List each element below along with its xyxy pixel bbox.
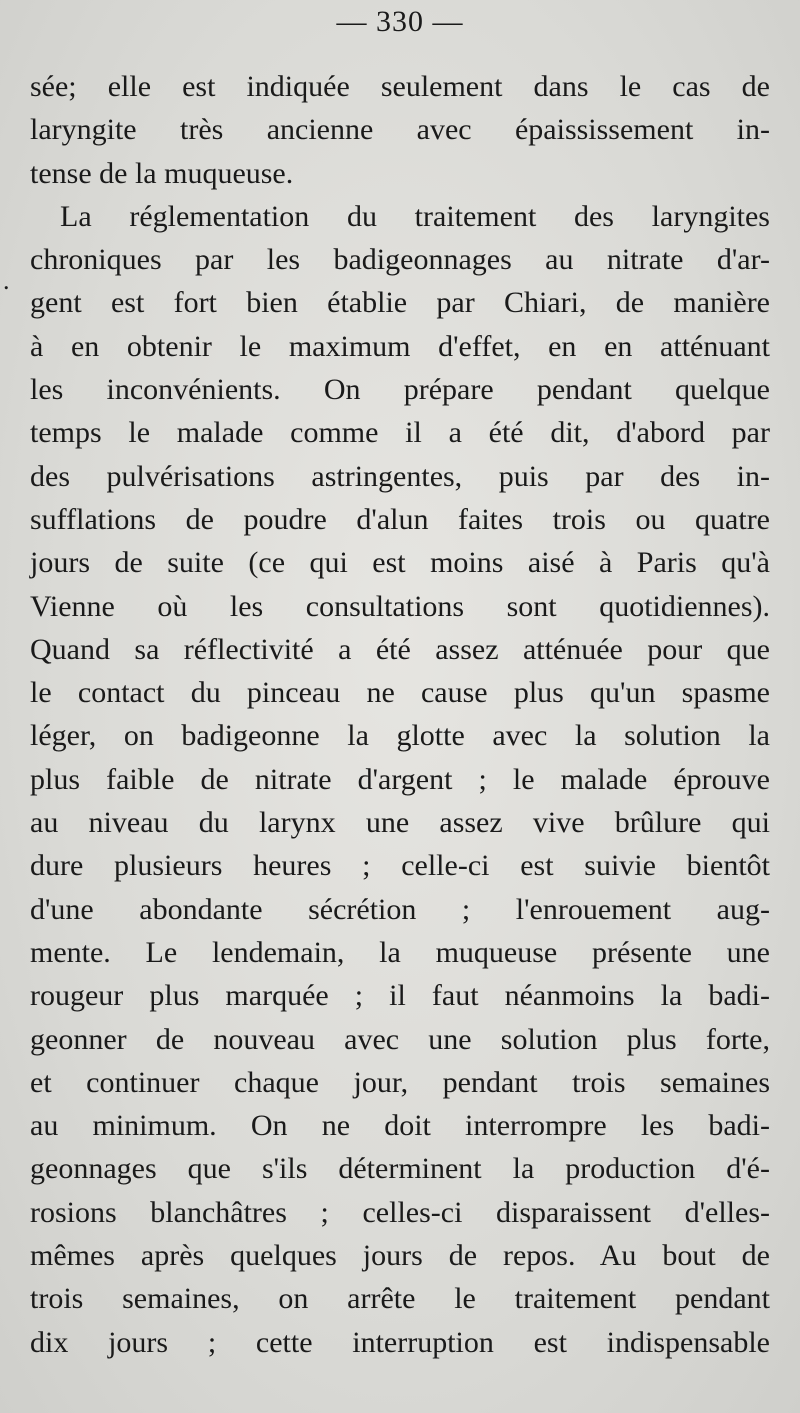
text-line: geonnages que s'ils déterminent la production d'é- xyxy=(30,1152,770,1186)
text-line: le contact du pinceau ne cause plus qu'un spasme xyxy=(30,676,770,710)
text-line: et continuer chaque jour, pendant trois semaines xyxy=(30,1065,770,1099)
text-line: Quand sa réflectivité a été assez atténuée pour que xyxy=(30,632,770,666)
text-line: trois semaines, on arrête le traitement pendant xyxy=(30,1282,770,1316)
text-line: Vienne où les consultations sont quotidiennes). xyxy=(30,589,770,623)
text-line: mêmes après quelques jours de repos. Au bout de xyxy=(30,1239,770,1273)
paragraph-first-line: La réglementation du traitement des laryngites xyxy=(60,199,770,233)
text-line: au niveau du larynx une assez vive brûlure qui xyxy=(30,806,770,840)
text-line: chroniques par les badigeonnages au nitrate d'ar- xyxy=(30,243,770,277)
text-line: léger, on badigeonne la glotte avec la solution la xyxy=(30,719,770,753)
text-line: les inconvénients. On prépare pendant quelque xyxy=(30,373,770,407)
margin-mark: . xyxy=(3,266,10,295)
text-line: rougeur plus marquée ; il faut néanmoins la badi- xyxy=(30,979,770,1013)
text-line: dix jours ; cette interruption est indispensable xyxy=(30,1325,770,1359)
text-line: geonner de nouveau avec une solution plus forte, xyxy=(30,1022,770,1056)
text-line: des pulvérisations astringentes, puis par des in- xyxy=(30,459,770,493)
text-line: dure plusieurs heures ; celle-ci est suivie bientôt xyxy=(30,849,770,883)
text-line: gent est fort bien établie par Chiari, de manière xyxy=(30,286,770,320)
text-line: mente. Le lendemain, la muqueuse présente une xyxy=(30,935,770,969)
text-line: à en obtenir le maximum d'effet, en en atténuant xyxy=(30,329,770,363)
text-line: rosions blanchâtres ; celles-ci disparaissent d'elles- xyxy=(30,1195,770,1229)
body-text xyxy=(30,65,770,1364)
text-line: plus faible de nitrate d'argent ; le malade éprouve xyxy=(30,762,770,796)
text-line: sée; elle est indiquée seulement dans le cas de xyxy=(30,70,770,103)
text-line: tense de la muqueuse. xyxy=(30,156,294,190)
text-line: laryngite très ancienne avec épaississement in- xyxy=(30,113,770,147)
text-line: sufflations de poudre d'alun faites trois ou quatre xyxy=(30,502,770,536)
text-line: temps le malade comme il a été dit, d'abord par xyxy=(30,416,770,450)
page-number: — 330 — xyxy=(336,5,464,38)
text-line: jours de suite (ce qui est moins aisé à Paris qu'à xyxy=(30,546,770,580)
text-line: au minimum. On ne doit interrompre les badi- xyxy=(30,1109,770,1143)
text-line: d'une abondante sécrétion ; l'enrouement aug- xyxy=(30,892,770,926)
